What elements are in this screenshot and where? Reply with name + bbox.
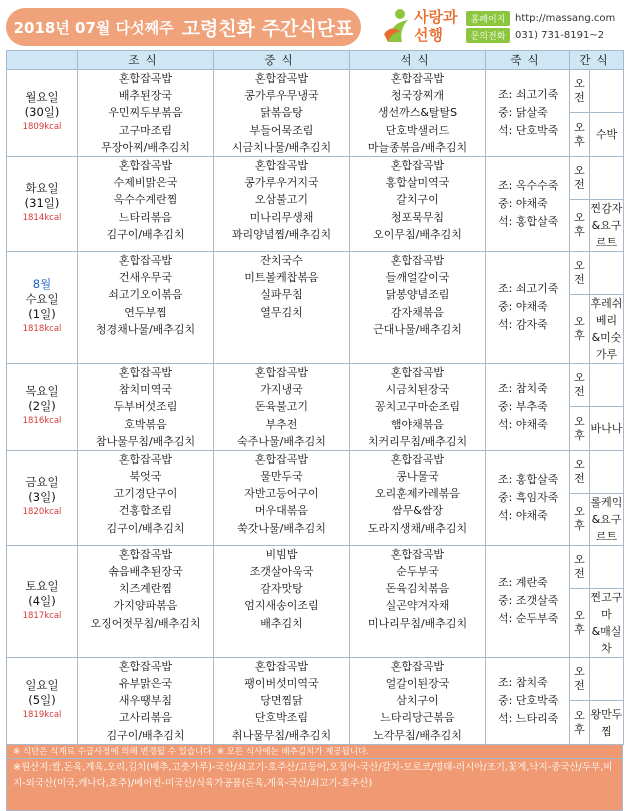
menu-item: 물만두국 xyxy=(260,470,303,484)
porridge-item: 조: 옥수수죽 xyxy=(498,178,559,192)
menu-item: 햄야채볶음 xyxy=(390,417,445,431)
phone-label: 문의전화 xyxy=(466,28,510,43)
page-title xyxy=(6,8,361,46)
menu-item: 오삼불고기 xyxy=(254,193,309,207)
menu-item: 실파무침 xyxy=(260,288,303,302)
menu-item: 우민찌두부볶음 xyxy=(108,106,183,120)
lunch-cell xyxy=(214,450,350,545)
title-period: 2018년 07월 다섯째주 xyxy=(13,18,174,37)
dinner-cell xyxy=(350,545,486,657)
phone-number: 031) 731-8191~2 xyxy=(515,30,605,41)
menu-item: 치커리무침/배추김치 xyxy=(367,434,468,448)
dinner-cell xyxy=(350,251,486,363)
lunch-cell xyxy=(214,545,350,657)
breakfast-cell xyxy=(78,70,214,157)
menu-item: 혼합잡곡밥 xyxy=(118,547,173,561)
menu-item: 미트볼케찹볶음 xyxy=(244,271,319,285)
am-label: 오 전 xyxy=(570,657,590,700)
menu-item: 솎음배추된장국 xyxy=(108,565,183,579)
snack-pm: 수박 xyxy=(590,113,624,156)
menu-item: 느타리볶음 xyxy=(118,210,173,224)
menu-item: 돈육불고기 xyxy=(254,400,309,414)
porridge-item: 석: 야채죽 xyxy=(498,417,548,431)
snack-pm: 바나나 xyxy=(590,407,624,450)
menu-item: 자반고등어구이 xyxy=(244,487,319,501)
day-row xyxy=(7,251,624,294)
pm-label: 오 후 xyxy=(570,199,590,251)
menu-table-wrapper xyxy=(6,50,623,811)
day-name: 금요일 xyxy=(25,475,59,490)
day-date: (2일) xyxy=(28,399,56,414)
porridge-item: 중: 부추죽 xyxy=(498,399,548,413)
am-label: 오 전 xyxy=(570,545,590,588)
porridge-cell xyxy=(486,70,570,157)
menu-item: 혼합잡곡밥 xyxy=(390,547,445,561)
day-row xyxy=(7,657,624,700)
menu-item: 홍합살미역국 xyxy=(385,176,450,190)
logo-text xyxy=(414,8,457,44)
day-row xyxy=(7,545,624,588)
menu-item: 혼합잡곡밥 xyxy=(390,365,445,379)
homepage-link[interactable]: http://massang.com xyxy=(515,13,616,24)
porridge-item: 중: 조갯살죽 xyxy=(498,594,559,608)
day-cell xyxy=(7,70,78,157)
menu-item: 무장아찌/배추김치 xyxy=(101,140,190,154)
day-cell xyxy=(7,657,78,744)
menu-item: 건새우무국 xyxy=(118,271,173,285)
day-cell xyxy=(7,545,78,657)
menu-item: 노각무침/배추김치 xyxy=(373,728,462,742)
menu-item: 혼합잡곡밥 xyxy=(254,158,309,172)
menu-item: 시금치나물/배추김치 xyxy=(231,140,332,154)
day-date: (31일) xyxy=(24,196,60,211)
menu-item: 도라지생채/배추김치 xyxy=(367,521,468,535)
menu-item: 숙주나물/배추김치 xyxy=(237,434,326,448)
menu-item: 비빔밥 xyxy=(265,547,298,561)
logo-text-1: 사랑과 xyxy=(414,8,458,26)
porridge-item: 석: 야채죽 xyxy=(498,508,548,522)
porridge-cell xyxy=(486,450,570,545)
menu-item: 오이무침/배추김치 xyxy=(373,227,462,241)
menu-item: 콩가루우거지국 xyxy=(244,176,319,190)
menu-item: 고사리볶음 xyxy=(118,711,173,725)
header-snack: 간식 xyxy=(570,51,624,70)
snack-am xyxy=(590,251,624,294)
menu-item: 혼합잡곡밥 xyxy=(254,659,309,673)
table-header xyxy=(7,51,624,70)
menu-item: 혼합잡곡밥 xyxy=(118,452,173,466)
day-name: 화요일 xyxy=(25,181,59,196)
menu-item: 단호박조림 xyxy=(254,711,309,725)
snack-am xyxy=(590,70,624,113)
day-cell xyxy=(7,156,78,251)
day-row xyxy=(7,156,624,199)
day-cell xyxy=(7,251,78,363)
pm-label: 오 후 xyxy=(570,588,590,657)
menu-item: 엄지새송이조림 xyxy=(244,599,319,613)
menu-item: 가지냉국 xyxy=(260,383,303,397)
menu-item: 혼합잡곡밥 xyxy=(118,365,173,379)
porridge-cell xyxy=(486,363,570,450)
menu-item: 머우대볶음 xyxy=(254,504,309,518)
header-porridge: 죽식 xyxy=(486,51,570,70)
menu-item: 배추된장국 xyxy=(118,89,173,103)
am-label: 오 전 xyxy=(570,450,590,493)
menu-item: 얼갈이된장국 xyxy=(385,677,450,691)
menu-item: 오징어젓무침/배추김치 xyxy=(90,616,201,630)
porridge-cell xyxy=(486,156,570,251)
pm-label: 오 후 xyxy=(570,294,590,363)
menu-item: 가지양파볶음 xyxy=(113,599,178,613)
day-date: (1일) xyxy=(28,307,56,322)
menu-item: 팽이버섯미역국 xyxy=(244,677,319,691)
menu-item: 열무김치 xyxy=(260,305,303,319)
menu-item: 혼합잡곡밥 xyxy=(254,72,309,85)
menu-item: 당면찜닭 xyxy=(260,694,303,708)
breakfast-cell xyxy=(78,363,214,450)
day-name: 수요일 xyxy=(25,292,59,307)
menu-item: 감자맛탕 xyxy=(260,582,303,596)
breakfast-cell xyxy=(78,657,214,744)
snack-am xyxy=(590,156,624,199)
menu-item: 청경채나물/배추김치 xyxy=(95,322,196,336)
breakfast-cell xyxy=(78,156,214,251)
menu-item: 실곤약겨자채 xyxy=(385,599,450,613)
menu-item: 참나물무침/배추김치 xyxy=(95,434,196,448)
menu-item: 고기경단구이 xyxy=(113,487,178,501)
menu-item: 시금치된장국 xyxy=(385,383,450,397)
day-date: (4일) xyxy=(28,593,56,608)
header-breakfast: 조식 xyxy=(78,51,214,70)
menu-item: 닭봉양념조림 xyxy=(385,288,450,302)
porridge-item: 석: 홍합살죽 xyxy=(498,214,559,228)
footnote-origin: ※원산지:쌀,돈육,계육,오리,김치(배추,고춧가루)-국산/쇠고기-호주산/고등어,오징어-국산/갈치-모로코/명태-러시아/조기,꽃게,낙지-중국산/두부,비지-외국산(미국,캐나다,호주)/베이컨-미국산/식육가공품(돈육,계육-국산/쇠고기-호주산) xyxy=(6,759,623,811)
dinner-cell xyxy=(350,156,486,251)
pm-label: 오 후 xyxy=(570,493,590,545)
menu-item: 생선까스&탈탈S xyxy=(377,106,458,120)
logo-person-icon xyxy=(382,6,414,46)
menu-item: 김구이/배추김치 xyxy=(106,521,185,535)
kcal-label: 1817kcal xyxy=(22,610,62,621)
am-label: 오 전 xyxy=(570,70,590,113)
breakfast-cell xyxy=(78,545,214,657)
menu-item: 혼합잡곡밥 xyxy=(118,253,173,267)
menu-item: 혼합잡곡밥 xyxy=(390,72,445,85)
month-label: 8월 xyxy=(32,277,52,292)
menu-item: 배추김치 xyxy=(260,616,303,630)
menu-item: 취나물무침/배추김치 xyxy=(231,728,332,742)
porridge-item: 석: 느타리죽 xyxy=(498,711,559,725)
menu-item: 꽁치고구마순조림 xyxy=(374,400,460,414)
header-day xyxy=(7,51,78,70)
kcal-label: 1814kcal xyxy=(22,213,62,224)
kcal-label: 1819kcal xyxy=(22,710,62,721)
menu-item: 삼치구이 xyxy=(396,694,439,708)
am-label: 오 전 xyxy=(570,363,590,406)
porridge-item: 석: 순두부죽 xyxy=(498,612,559,626)
snack-pm: 후레쉬베리 &미숫가루 xyxy=(590,294,624,363)
kcal-label: 1809kcal xyxy=(22,122,62,133)
snack-am xyxy=(590,363,624,406)
menu-item: 혼합잡곡밥 xyxy=(390,158,445,172)
day-cell xyxy=(7,450,78,545)
menu-item: 쌈무&쌈장 xyxy=(391,504,444,518)
menu-item: 꽈리양념찜/배추김치 xyxy=(231,227,332,241)
menu-item: 부추전 xyxy=(265,417,298,431)
menu-item: 미나리무침/배추김치 xyxy=(367,616,468,630)
day-row xyxy=(7,70,624,113)
kcal-label: 1816kcal xyxy=(22,416,62,427)
menu-item: 근대나물/배추김치 xyxy=(373,322,462,336)
day-name: 일요일 xyxy=(25,678,59,693)
menu-item: 닭볶음탕 xyxy=(260,106,303,120)
porridge-cell xyxy=(486,251,570,363)
porridge-item: 중: 야채죽 xyxy=(498,196,548,210)
porridge-item: 석: 단호박죽 xyxy=(498,123,559,137)
lunch-cell xyxy=(214,70,350,157)
menu-item: 순두부국 xyxy=(396,565,439,579)
menu-item: 김구이/배추김치 xyxy=(106,728,185,742)
kcal-label: 1820kcal xyxy=(22,507,62,518)
menu-item: 김구이/배추김치 xyxy=(106,227,185,241)
menu-item: 유부맑은국 xyxy=(118,677,173,691)
pm-label: 오 후 xyxy=(570,113,590,156)
lunch-cell xyxy=(214,251,350,363)
am-label: 오 전 xyxy=(570,251,590,294)
header xyxy=(6,4,623,50)
day-row xyxy=(7,363,624,406)
menu-item: 잔치국수 xyxy=(260,253,303,267)
snack-pm: 찐고구마 &매실차 xyxy=(590,588,624,657)
snack-pm: 찐감자 &요구르트 xyxy=(590,199,624,251)
menu-item: 쑥갓나물/배추김치 xyxy=(237,521,326,535)
logo xyxy=(382,6,462,48)
header-lunch: 중식 xyxy=(214,51,350,70)
porridge-item: 중: 흑임자죽 xyxy=(498,490,559,504)
menu-item: 갈치구이 xyxy=(396,193,439,207)
snack-am xyxy=(590,657,624,700)
menu-item: 혼합잡곡밥 xyxy=(390,452,445,466)
dinner-cell xyxy=(350,657,486,744)
menu-item: 치즈계란찜 xyxy=(118,582,173,596)
porridge-cell xyxy=(486,545,570,657)
menu-item: 혼합잡곡밥 xyxy=(254,365,309,379)
menu-item: 미나리무생채 xyxy=(249,210,314,224)
menu-item: 고구마조림 xyxy=(118,123,173,137)
contact-info xyxy=(466,10,615,44)
menu-item: 새우땡부침 xyxy=(118,694,173,708)
menu-item: 건홍합조림 xyxy=(118,504,173,518)
pm-label: 오 후 xyxy=(570,701,590,744)
homepage-label: 홈페이지 xyxy=(466,11,510,26)
menu-table xyxy=(6,50,624,745)
porridge-item: 조: 쇠고기죽 xyxy=(498,282,559,296)
dinner-cell xyxy=(350,363,486,450)
footnote-notice: ※ 식단은 식재료 수급사정에 의해 변경될 수 있습니다. ※ 모든 식사에는 배추김치가 제공됩니다. xyxy=(6,745,623,759)
porridge-item: 조: 참치죽 xyxy=(498,675,548,689)
menu-item: 옥수수계란찜 xyxy=(113,193,178,207)
menu-item: 두부버섯조림 xyxy=(113,400,178,414)
porridge-cell xyxy=(486,657,570,744)
day-name: 목요일 xyxy=(25,384,59,399)
menu-item: 혼합잡곡밥 xyxy=(118,72,173,85)
menu-item: 연두부찜 xyxy=(124,305,167,319)
kcal-label: 1818kcal xyxy=(22,324,62,335)
menu-item: 북엇국 xyxy=(129,470,162,484)
menu-body xyxy=(7,70,624,745)
menu-item: 청국장찌개 xyxy=(390,89,445,103)
day-row xyxy=(7,450,624,493)
porridge-item: 조: 계란죽 xyxy=(498,576,548,590)
lunch-cell xyxy=(214,156,350,251)
porridge-item: 중: 닭살죽 xyxy=(498,105,548,119)
menu-item: 참치미역국 xyxy=(118,383,173,397)
menu-item: 감자채볶음 xyxy=(390,305,445,319)
menu-item: 느타리당근볶음 xyxy=(380,711,455,725)
menu-item: 호박볶음 xyxy=(124,417,167,431)
logo-text-2: 선행 xyxy=(414,26,443,44)
lunch-cell xyxy=(214,657,350,744)
day-date: (5일) xyxy=(28,693,56,708)
menu-item: 단호박샐러드 xyxy=(385,123,450,137)
menu-item: 들깨얼갈이국 xyxy=(385,271,450,285)
am-label: 오 전 xyxy=(570,156,590,199)
menu-item: 콩나물국 xyxy=(396,470,439,484)
menu-item: 마늘종볶음/배추김치 xyxy=(367,140,468,154)
day-name: 토요일 xyxy=(25,578,59,593)
porridge-item: 중: 야채죽 xyxy=(498,300,548,314)
title-main: 고령친화 주간식단표 xyxy=(181,17,354,40)
day-name: 월요일 xyxy=(25,90,59,105)
dinner-cell xyxy=(350,70,486,157)
pm-label: 오 후 xyxy=(570,407,590,450)
menu-item: 오리훈제카레볶음 xyxy=(374,487,460,501)
day-date: (3일) xyxy=(28,490,56,505)
menu-item: 조갯살아욱국 xyxy=(249,565,314,579)
porridge-item: 중: 단호박죽 xyxy=(498,693,559,707)
porridge-item: 석: 감자죽 xyxy=(498,318,548,332)
porridge-item: 조: 쇠고기죽 xyxy=(498,87,559,101)
dinner-cell xyxy=(350,450,486,545)
porridge-item: 조: 참치죽 xyxy=(498,381,548,395)
breakfast-cell xyxy=(78,450,214,545)
lunch-cell xyxy=(214,363,350,450)
porridge-item: 조: 홍합살죽 xyxy=(498,472,559,486)
header-dinner: 석식 xyxy=(350,51,486,70)
menu-item: 혼합잡곡밥 xyxy=(254,452,309,466)
menu-item: 쇠고기오이볶음 xyxy=(108,288,183,302)
menu-item xyxy=(214,321,349,338)
day-date: (30일) xyxy=(24,105,60,120)
menu-item: 수제비맑은국 xyxy=(113,176,178,190)
snack-am xyxy=(590,545,624,588)
menu-item: 콩가루우무냉국 xyxy=(244,89,319,103)
snack-am xyxy=(590,450,624,493)
menu-item: 부들어묵조림 xyxy=(249,123,314,137)
menu-item: 혼합잡곡밥 xyxy=(390,253,445,267)
breakfast-cell xyxy=(78,251,214,363)
snack-pm: 롤케익 &요구르트 xyxy=(590,493,624,545)
snack-pm: 왕만두찜 xyxy=(590,701,624,744)
menu-item: 청포묵무침 xyxy=(390,210,445,224)
menu-item: 혼합잡곡밥 xyxy=(118,659,173,673)
menu-item: 혼합잡곡밥 xyxy=(390,659,445,673)
menu-item: 혼합잡곡밥 xyxy=(118,158,173,172)
menu-item: 돈육김치볶음 xyxy=(385,582,450,596)
day-cell xyxy=(7,363,78,450)
